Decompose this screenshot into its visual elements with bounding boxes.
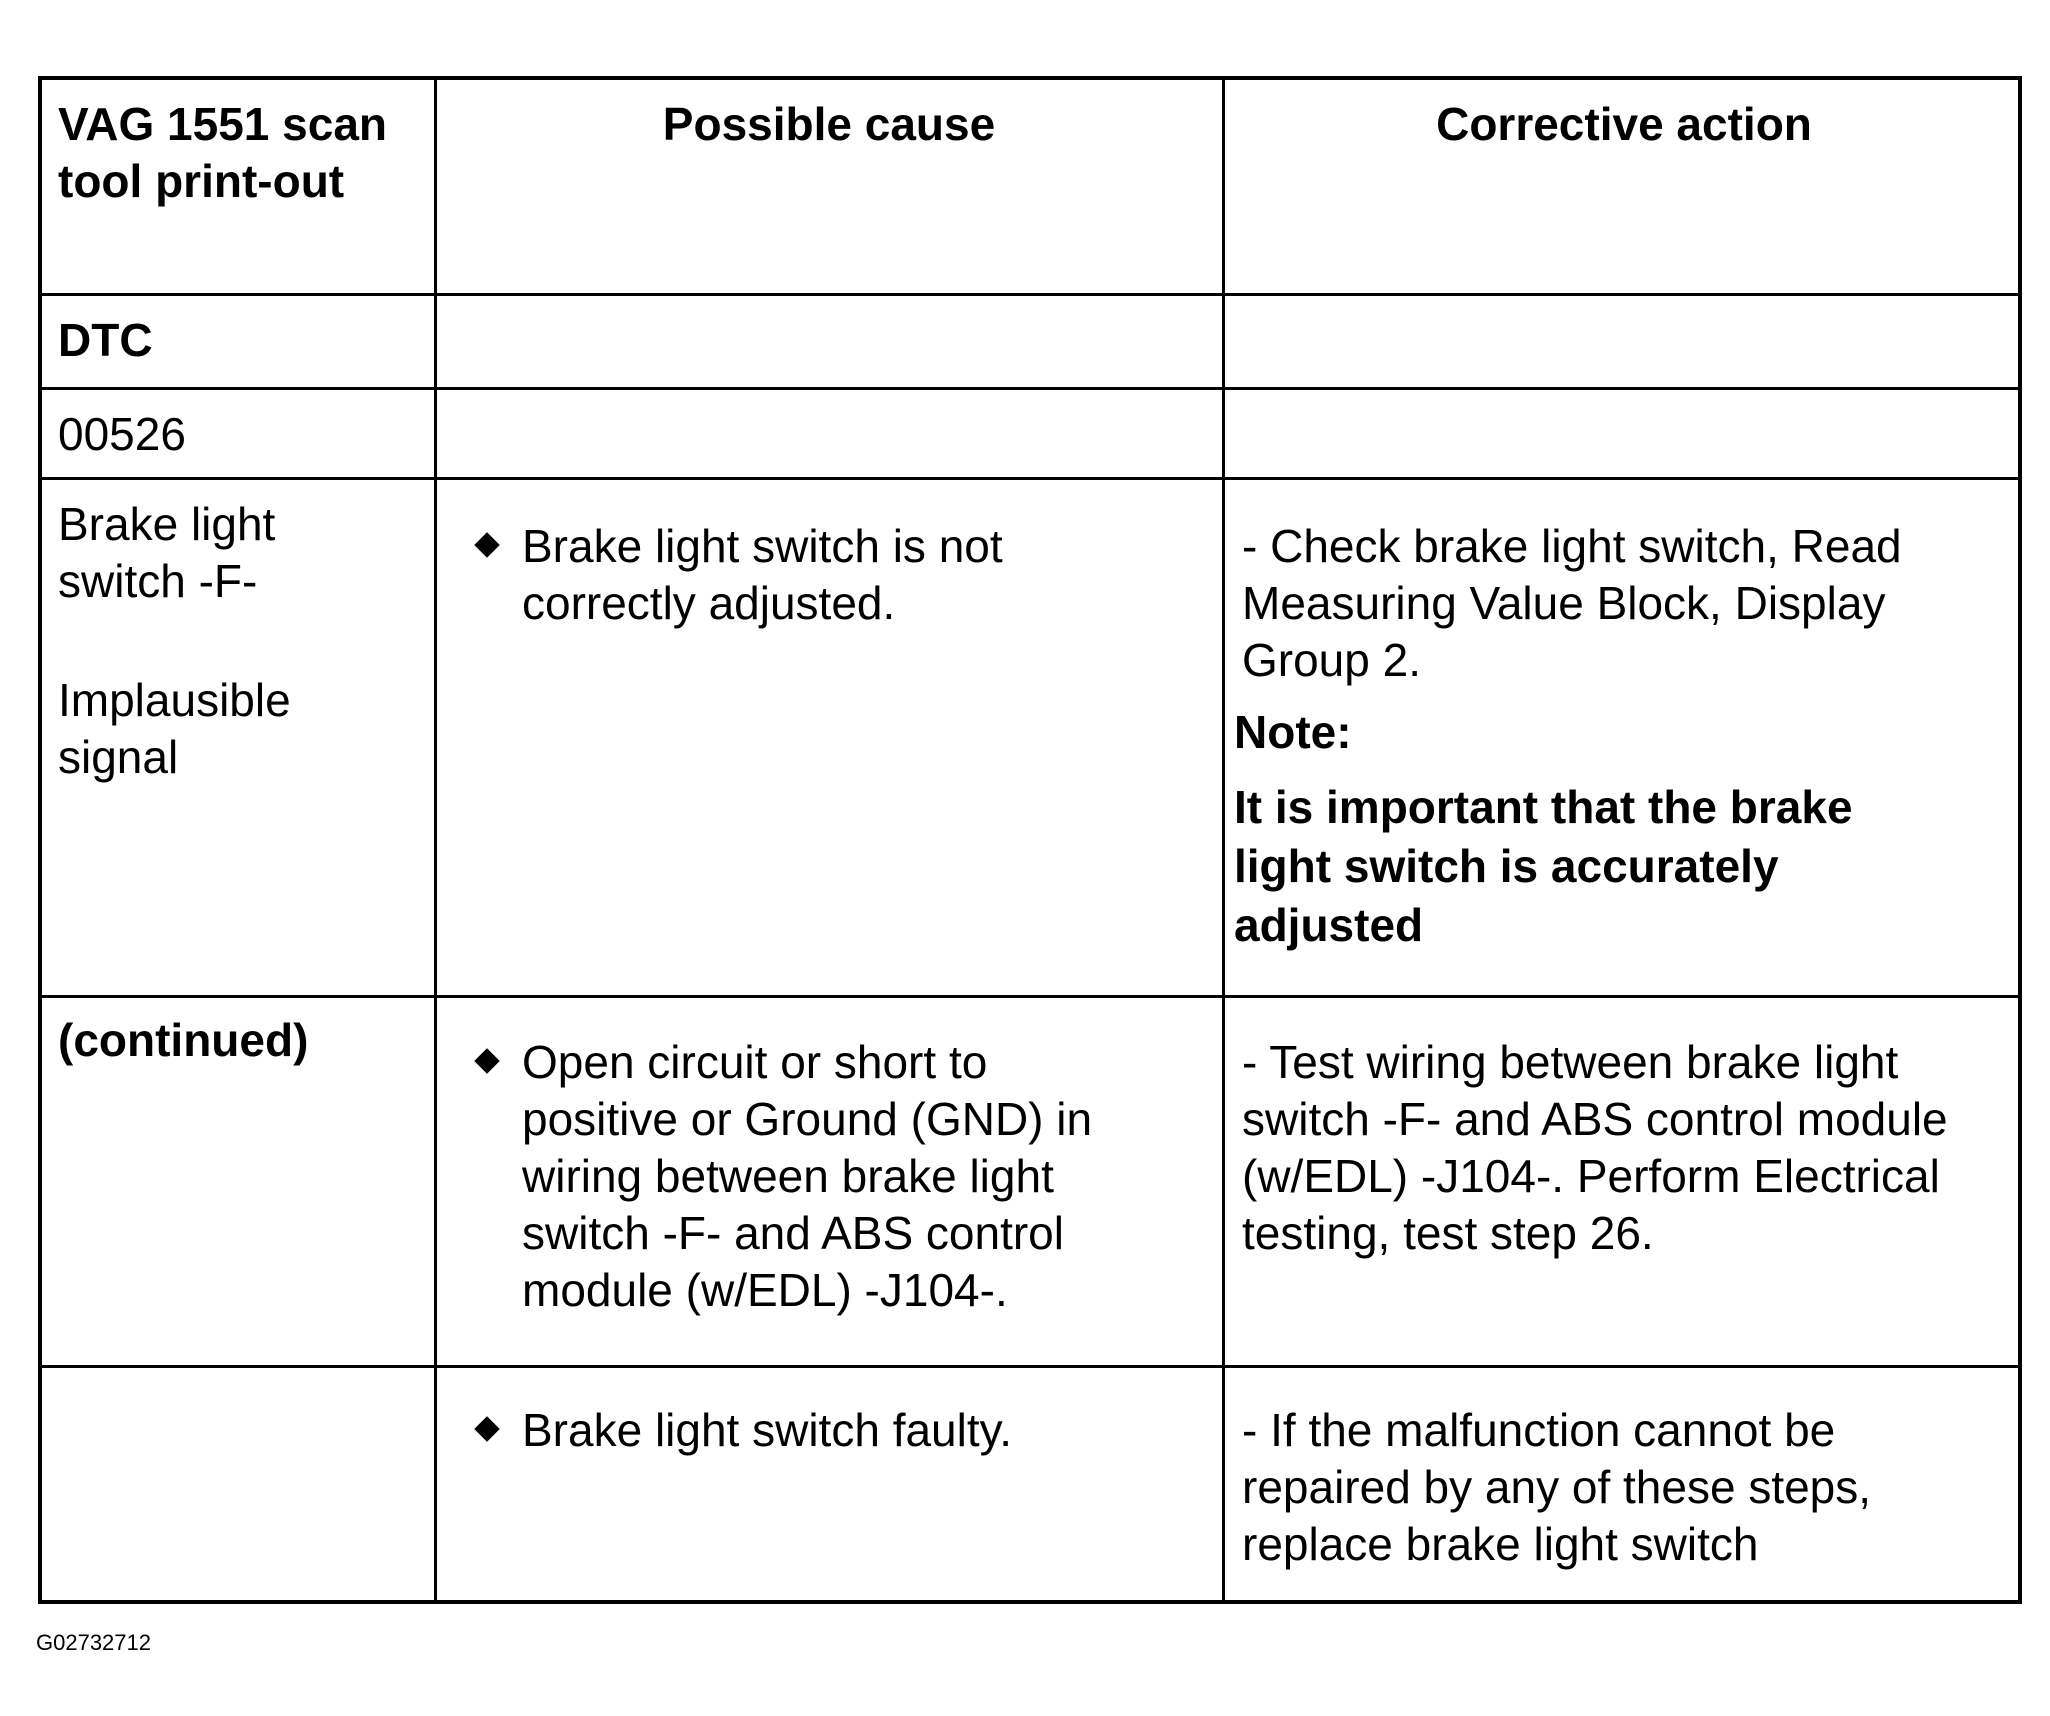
row2-action: - Test wiring between brake light switch -F- and ABS control module (w/EDL) -J104-. Perform Electrical testing, test step 26.	[1242, 1036, 1948, 1259]
bullet-icon	[474, 532, 499, 557]
row2-cause: Open circuit or short to positive or Ground (GND) in wiring between brake light switch -F- and ABS control module (w/EDL) -J104-.	[522, 1036, 1093, 1316]
bullet-icon	[474, 1048, 499, 1073]
row1-note-label: Note:	[1234, 706, 1352, 758]
row1-cause: Brake light switch is not correctly adjusted.	[522, 520, 1003, 629]
row3-action: - If the malfunction cannot be repaired by any of these steps, replace brake light switch	[1242, 1404, 1872, 1570]
row-divider	[42, 1365, 2018, 1368]
row-divider	[42, 995, 2018, 998]
row-divider	[42, 477, 2018, 480]
row-divider	[42, 387, 2018, 390]
header-scan-tool: VAG 1551 scan tool print-out	[58, 98, 388, 207]
column-divider	[434, 80, 437, 1600]
dtc-label: DTC	[58, 314, 153, 366]
row1-action: - Check brake light switch, Read Measuring Value Block, Display Group 2.	[1242, 520, 1902, 686]
header-possible-cause: Possible cause	[662, 98, 996, 150]
bullet-icon	[474, 1416, 499, 1441]
row-divider	[42, 293, 2018, 296]
row3-cause: Brake light switch faulty.	[522, 1404, 1013, 1456]
header-corrective-action: Corrective action	[1436, 98, 1812, 150]
figure-code: G02732712	[36, 1630, 151, 1655]
dtc-code: 00526	[58, 408, 186, 460]
column-divider	[1222, 80, 1225, 1600]
row1-fault-name: Brake light switch -F-	[58, 498, 276, 607]
diagnostic-table	[38, 76, 2022, 1604]
row2-continued-label: (continued)	[58, 1014, 309, 1066]
row1-note-text: It is important that the brake light switch is accurately adjusted	[1234, 781, 1853, 951]
row1-fault-description: Implausible signal	[58, 674, 291, 783]
